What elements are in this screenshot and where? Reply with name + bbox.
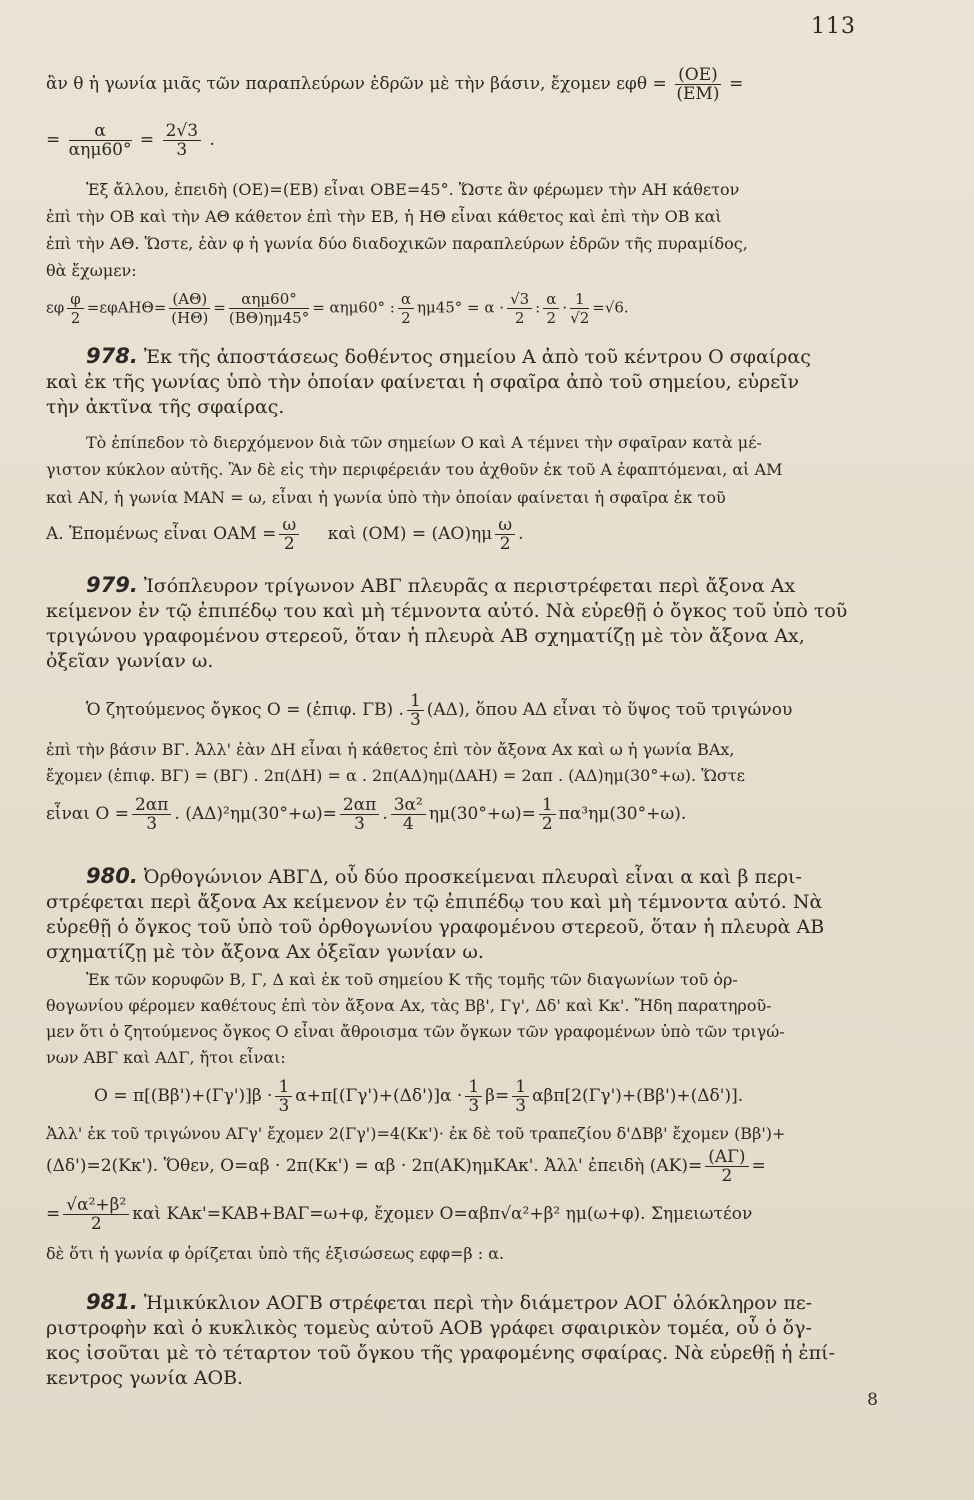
problem-980-solution-5: Ἀλλ' ἐκ τοῦ τριγώνου ΑΓγ' ἔχομεν 2(Γγ')=4(Κκ')· ἐκ δὲ τοῦ τραπεζίου δ'ΔΒβ' ἔχομεν (Ββ')+: [46, 1124, 786, 1143]
fraction: $\frac{(A\Gamma)}{2}$: [705, 1148, 748, 1185]
fraction: $\frac{\alpha}{2}$: [398, 290, 414, 327]
fraction: $\frac{2\alpha\pi}{3}$: [340, 796, 379, 833]
problem-980-solution-1: Ἐκ τῶν κορυφῶν Β, Γ, Δ καὶ ἐκ τοῦ σημείου Κ τῆς τομῆς τῶν διαγωνίων τοῦ ὀρ-: [86, 970, 738, 989]
problem-980-statement: 980. Ὀρθογώνιον ΑΒΓΔ, οὗ δύο προσκείμεναι πλευραὶ εἶναι α καὶ β περι- στρέφεται περὶ ἄξονα Αx κείμενον ἐν τῷ ἐπιπέδῳ του καὶ μὴ τέμνοντα αὐτό. Νὰ εὑρεθῇ ὁ ὄγκος τοῦ ὑπὸ τοῦ ὀρθογωνίου γραφομένου στερεοῦ, ὅταν ἡ πλευρὰ ΑΒ σχηματίζῃ μὲ τὸν ἄξονα Αx ὀξεῖαν γωνίαν ω.: [46, 864, 825, 963]
problem-979-solution-4: εἶναι Ο = $\frac{2\alpha\pi}{3}$ . (ΑΔ)²ημ(30°+ω)= $\frac{2\alpha\pi}{3}$ . $\frac{\text{3α²}}{4}$ ημ(30°+ω)= $\frac{1}{2}$ πα³ημ(30°+ω).: [46, 795, 687, 834]
fraction: $\frac{\text{αημ60°}}{(B\Theta)\eta\mu 45^\circ}$: [228, 290, 310, 327]
problem-978-statement: 978. Ἐκ τῆς ἀποστάσεως δοθέντος σημείου Α ἀπὸ τοῦ κέντρου Ο σφαίρας καὶ ἐκ τῆς γωνίας ὑπὸ τὴν ὁποίαν φαίνεται ἡ σφαῖρα ἀπὸ τοῦ σημείου, εὑρεῖν τὴν ἀκτῖνα τῆς σφαίρας.: [46, 344, 811, 418]
page-number: 113: [811, 14, 856, 39]
fraction: $\frac{2\alpha\pi}{3}$: [132, 796, 171, 833]
fraction: $\frac{\alpha}{2}$: [543, 290, 559, 327]
fraction: $\frac{1}{2}$: [539, 796, 556, 833]
intro-line-4: ἐπὶ τὴν ΟΒ καὶ τὴν ΑΘ κάθετον ἐπὶ τὴν ΕΒ, ἡ ΗΘ εἶναι κάθετος καὶ ἐπὶ τὴν ΟΒ καὶ: [46, 207, 722, 226]
problem-978-solution-3: καὶ ΑΝ, ἡ γωνία ΜΑΝ = ω, εἶναι ἡ γωνία ὑπὸ τὴν ὁποίαν φαίνεται ἡ σφαῖρα ἐκ τοῦ: [46, 488, 726, 507]
problem-number: 980.: [86, 864, 138, 888]
fraction: $\frac{1}{3}$: [465, 1078, 482, 1115]
problem-980-solution-2: θογωνίου φέρομεν καθέτους ἐπὶ τὸν ἄξονα Αx, τὰς Ββ', Γγ', Δδ' καὶ Κκ'. Ἤδη παρατηροῦ-: [46, 996, 772, 1015]
fraction: $\frac{\omega}{2}$: [279, 516, 299, 553]
problem-979-statement: 979. Ἰσόπλευρον τρίγωνον ΑΒΓ πλευρᾶς α περιστρέφεται περὶ ἄξονα Αx κείμενον ἐν τῷ ἐπιπέδῳ του καὶ μὴ τέμνοντα αὐτό. Νὰ εὑρεθῇ ὁ ὄγκος τοῦ ὑπὸ τοῦ τριγώνου γραφομένου στερεοῦ, ὅταν ἡ πλευρὰ ΑΒ σχηματίζῃ μὲ τὸν ἄξονα Αx, ὀξεῖαν γωνίαν ω.: [46, 573, 848, 672]
fraction: $\frac{2√3}{3}$: [163, 122, 201, 159]
intro-line-2: = $\frac{\alpha}{\text{αημ60°}}$ = $\frac{2√3}{3}$ .: [46, 121, 215, 160]
fraction: $\frac{1}{3}$: [275, 1078, 292, 1115]
intro-line-6: θὰ ἔχωμεν:: [46, 261, 137, 280]
intro-equation: εφ $\frac{\varphi}{2}$ =εφΑΗΘ= $\frac{(A\Theta)}{(H\Theta)}$ = $\frac{\text{αημ60°}}{(B\Theta)\eta\mu 45^\circ}$ = αημ60° : $\frac{\alpha}{2}$ ημ45° = α · $\frac{√3}{2}$ : $\frac{\alpha}{2}$ · $\frac{1}{√2}$ =√6.: [46, 290, 629, 327]
fraction: $\frac{1}{3}$: [407, 692, 424, 729]
fraction: $\frac{\omega}{2}$: [495, 516, 515, 553]
problem-978-solution-1: Τὸ ἐπίπεδον τὸ διερχόμενον διὰ τῶν σημείων Ο καὶ Α τέμνει τὴν σφαῖραν κατὰ μέ-: [86, 433, 762, 452]
intro-line-1: ἂν θ ἡ γωνία μιᾶς τῶν παραπλεύρων ἑδρῶν μὲ τὴν βάσιν, ἔχομεν εφθ = $\frac{(OE)}{(EM)}$ =: [46, 65, 744, 104]
problem-979-solution-2: ἐπὶ τὴν βάσιν ΒΓ. Ἀλλ' ἐὰν ΔΗ εἶναι ἡ κάθετος ἐπὶ τὸν ἄξονα Αx καὶ ω ἡ γωνία ΒΑx,: [46, 740, 735, 759]
intro-line-3: Ἐξ ἄλλου, ἐπειδὴ (ΟΕ)=(ΕΒ) εἶναι ΟΒΕ=45°. Ὥστε ἂν φέρωμεν τὴν ΑΗ κάθετον: [86, 180, 740, 199]
fraction: $\frac{\text{3α²}}{4}$: [391, 796, 426, 833]
fraction: $\frac{\alpha}{\text{αημ60°}}$: [68, 121, 132, 160]
fraction: $\frac{(A\Theta)}{(H\Theta)}$: [171, 290, 209, 327]
problem-978-solution-2: γιστον κύκλον αὐτῆς. Ἂν δὲ εἰς τὴν περιφέρειάν του ἀχθοῦν ἐκ τοῦ Α ἐφαπτόμεναι, αἱ ΑΜ: [46, 460, 783, 479]
problem-980-solution-3: μεν ὅτι ὁ ζητούμενος ὄγκος Ο εἶναι ἄθροισμα τῶν ὄγκων τῶν γραφομένων ὑπὸ τῶν τριγώ-: [46, 1022, 785, 1041]
problem-980-solution-4: νων ΑΒΓ καὶ ΑΔΓ, ἤτοι εἶναι:: [46, 1048, 286, 1067]
signature-mark: 8: [867, 1390, 878, 1410]
fraction: $\frac{1}{3}$: [512, 1078, 529, 1115]
problem-980-solution-6: (Δδ')=2(Κκ'). Ὅθεν, Ο=αβ · 2π(Κκ') = αβ · 2π(ΑΚ)ημΚΑκ'. Ἀλλ' ἐπειδὴ (ΑΚ)= $\frac{(A\Gamma)}{2}$ =: [46, 1147, 766, 1186]
fraction: $\frac{\text{√α²+β²}}{2}$: [63, 1196, 129, 1233]
problem-number: 979.: [86, 573, 138, 597]
problem-981-statement: 981. Ἡμικύκλιον ΑΟΓΒ στρέφεται περὶ τὴν διάμετρον ΑΟΓ ὁλόκληρον πε- ριστροφὴν καὶ ὁ κυκλικὸς τομεὺς αὐτοῦ ΑΟΒ γράφει σφαιρικὸν τομέα, οὗ ὁ ὄγ- κος ἰσοῦται μὲ τὸ τέταρτον τοῦ ὄγκου τῆς γραφομένης σφαίρας. Νὰ εὑρεθῇ ἡ ἐπί- κεντρος γωνία ΑΟΒ.: [46, 1290, 835, 1389]
intro-line-5: ἐπὶ τὴν ΑΘ. Ὥστε, ἐὰν φ ἡ γωνία δύο διαδοχικῶν παραπλεύρων ἑδρῶν τῆς πυραμίδος,: [46, 234, 748, 253]
problem-number: 981.: [86, 1290, 138, 1314]
problem-980-equation: Ο = π[(Ββ')+(Γγ')]β · $\frac{1}{3}$ α+π[(Γγ')+(Δδ')]α · $\frac{1}{3}$ β= $\frac{1}{3}$ αβπ[2(Γγ')+(Ββ')+(Δδ')].: [94, 1077, 744, 1116]
problem-978-solution-4: Α. Ἑπομένως εἶναι ΟΑΜ = $\frac{\omega}{2}$ καὶ (ΟΜ) = (ΑΟ)ημ $\frac{\omega}{2}$ .: [46, 515, 524, 554]
problem-number: 978.: [86, 344, 138, 368]
problem-980-solution-7: = $\frac{\text{√α²+β²}}{2}$ καὶ ΚΑκ'=ΚΑΒ+ΒΑΓ=ω+φ, ἔχομεν Ο=αβπ√α²+β² ημ(ω+φ). Σημειωτέον: [46, 1195, 753, 1234]
fraction: $\frac{1}{√2}$: [570, 290, 590, 327]
fraction: $\frac{(OE)}{(EM)}$: [676, 65, 720, 104]
problem-979-solution-3: ἔχομεν (ἐπιφ. ΒΓ) = (ΒΓ) . 2π(ΔΗ) = α . 2π(ΑΔ)ημ(ΔΑΗ) = 2απ . (ΑΔ)ημ(30°+ω). Ὥστε: [46, 766, 745, 785]
fraction: $\frac{√3}{2}$: [507, 290, 532, 327]
fraction: $\frac{\varphi}{2}$: [67, 290, 84, 327]
problem-979-solution-1: Ὁ ζητούμενος ὄγκος Ο = (ἐπιφ. ΓΒ) . $\frac{1}{3}$ (ΑΔ), ὅπου ΑΔ εἶναι τὸ ὕψος τοῦ τριγώνου: [86, 691, 793, 730]
problem-980-solution-8: δὲ ὅτι ἡ γωνία φ ὁρίζεται ὑπὸ τῆς ἐξισώσεως εφφ=β : α.: [46, 1244, 505, 1263]
